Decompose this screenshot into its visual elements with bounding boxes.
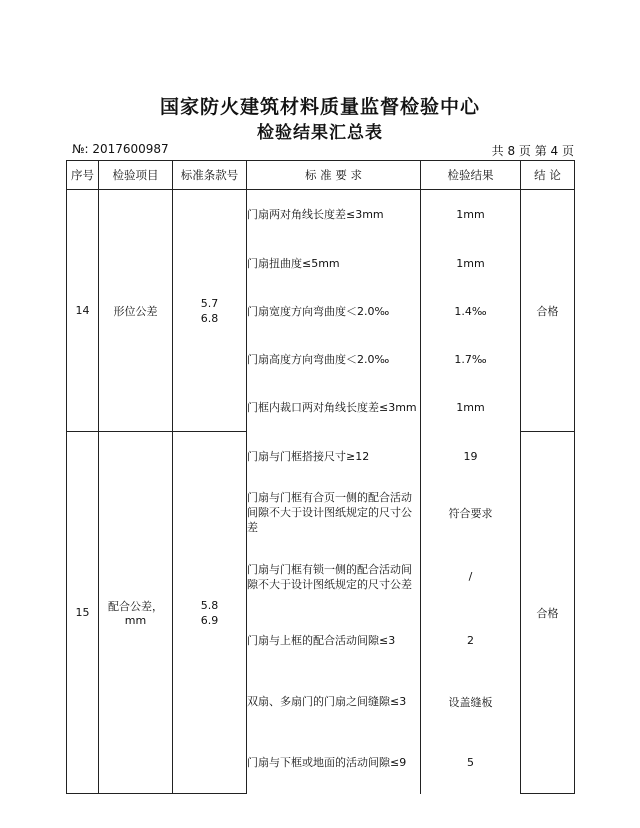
page-info: 共 8 页 第 4 页: [491, 144, 574, 158]
result-cell: 符合要求: [421, 482, 521, 544]
group-item: [99, 432, 173, 794]
result-cell: 1mm: [421, 384, 521, 432]
table-row: [67, 190, 575, 240]
clause-number: 5.8: [200, 598, 219, 612]
table-header-row: [67, 161, 575, 190]
clause-number: 6.8: [200, 311, 219, 325]
col-header-item: 检验项目: [99, 161, 173, 190]
col-header-conclusion: 结 论: [521, 161, 575, 190]
requirement-cell: 门扇与门框有合页一侧的配合活动间隙不大于设计图纸规定的尺寸公差: [247, 482, 421, 544]
requirement-cell: 门扇与门框搭接尺寸≥12: [247, 432, 421, 482]
requirement-cell: 门扇高度方向弯曲度＜2.0‰: [247, 336, 421, 384]
result-cell: 2: [421, 610, 521, 672]
result-cell: 19: [421, 432, 521, 482]
group-clauses: [173, 190, 247, 432]
group-conclusion: 合格: [521, 432, 575, 794]
col-header-clause: 标准条款号: [173, 161, 247, 190]
result-cell: 1mm: [421, 240, 521, 288]
group-clauses: [173, 432, 247, 794]
col-header-no: 序号: [67, 161, 99, 190]
requirement-cell: 门框内裁口两对角线长度差≤3mm: [247, 384, 421, 432]
requirement-cell: 门扇宽度方向弯曲度＜2.0‰: [247, 288, 421, 336]
requirement-cell: 门扇与门框有锁一侧的配合活动间隙不大于设计图纸规定的尺寸公差: [247, 544, 421, 610]
clause-number: 6.9: [200, 613, 219, 627]
requirement-cell: 双扇、多扇门的门扇之间缝隙≤3: [247, 672, 421, 732]
page-subtitle: 检验结果汇总表: [257, 123, 383, 143]
result-cell: 1.7‰: [421, 336, 521, 384]
results-table: [66, 160, 575, 794]
group-number: 15: [67, 432, 99, 794]
result-cell: 1mm: [421, 190, 521, 240]
result-cell: 5: [421, 732, 521, 794]
requirement-cell: 门扇扭曲度≤5mm: [247, 240, 421, 288]
clause-number: 5.7: [200, 296, 219, 310]
table-row: [67, 432, 575, 482]
col-header-requirement: 标 准 要 求: [247, 161, 421, 190]
group-item: 形位公差: [99, 190, 173, 432]
result-cell: /: [421, 544, 521, 610]
result-cell: 1.4‰: [421, 288, 521, 336]
col-header-result: 检验结果: [421, 161, 521, 190]
requirement-cell: 门扇两对角线长度差≤3mm: [247, 190, 421, 240]
requirement-cell: 门扇与下框或地面的活动间隙≤9: [247, 732, 421, 794]
requirement-cell: 门扇与上框的配合活动间隙≤3: [247, 610, 421, 672]
group-number: 14: [67, 190, 99, 432]
page-title: 国家防火建筑材料质量监督检验中心: [159, 96, 480, 118]
group-item-label: 配合公差，: [108, 600, 163, 613]
group-conclusion: 合格: [521, 190, 575, 432]
report-number: №: 2017600987: [72, 142, 169, 156]
group-item-unit: mm: [124, 614, 147, 627]
result-cell: 设盖缝板: [421, 672, 521, 732]
